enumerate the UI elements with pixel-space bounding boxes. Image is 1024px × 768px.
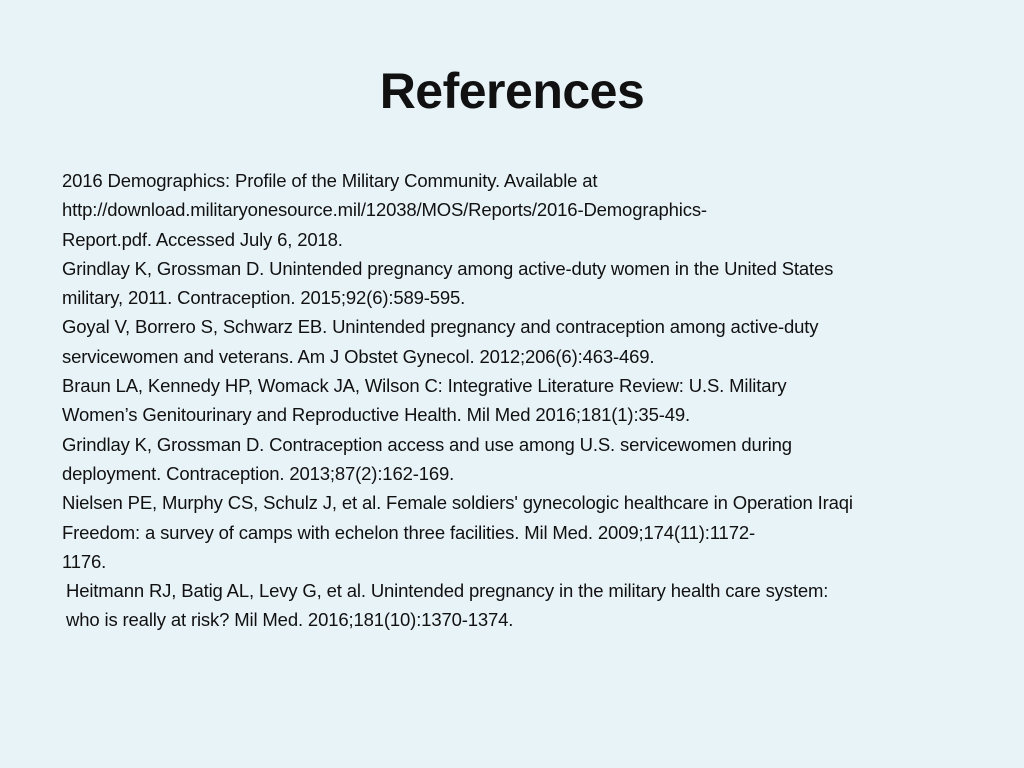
reference-link: http://download.militaryonesource.mil/12038/MOS/Reports/2016-Demographics-	[62, 199, 707, 221]
reference-line: deployment. Contraception. 2013;87(2):162-169.	[62, 462, 455, 484]
reference-line: Goyal V, Borrero S, Schwarz EB. Unintended pregnancy and contraception among active-duty	[62, 316, 819, 338]
reference-line: military, 2011. Contraception. 2015;92(6):589-595.	[62, 287, 466, 309]
reference-line: Braun LA, Kennedy HP, Womack JA, Wilson C: Integrative Literature Review: U.S. Military	[62, 375, 787, 397]
reference-line: servicewomen and veterans. Am J Obstet Gynecol. 2012;206(6):463-469.	[62, 345, 655, 367]
reference-item	[62, 254, 962, 313]
reference-line: Women’s Genitourinary and Reproductive Health. Mil Med 2016;181(1):35-49.	[62, 404, 690, 426]
reference-line: Freedom: a survey of camps with echelon three facilities. Mil Med. 2009;174(11):1172-	[62, 521, 755, 543]
reference-item	[62, 312, 962, 371]
reference-line: Nielsen PE, Murphy CS, Schulz J, et al. Female soldiers' gynecologic healthcare in Operation Iraqi	[62, 492, 853, 514]
reference-item	[62, 371, 962, 430]
reference-line: who is really at risk? Mil Med. 2016;181(10):1370-1374.	[66, 609, 514, 631]
reference-line: 2016 Demographics: Profile of the Military Community. Available at	[62, 170, 598, 191]
reference-line: Grindlay K, Grossman D. Contraception access and use among U.S. servicewomen during	[62, 433, 792, 455]
reference-line: Report.pdf. Accessed July 6, 2018.	[62, 228, 343, 250]
reference-list	[62, 166, 962, 635]
reference-item	[62, 166, 962, 254]
reference-line: 1176.	[62, 550, 107, 572]
reference-item	[62, 576, 962, 635]
slide-title: References	[379, 63, 645, 119]
reference-line: Heitmann RJ, Batig AL, Levy G, et al. Unintended pregnancy in the military health care system:	[66, 580, 829, 602]
reference-item	[62, 488, 962, 576]
reference-item	[62, 430, 962, 489]
reference-line: Grindlay K, Grossman D. Unintended pregnancy among active-duty women in the United States	[62, 257, 834, 279]
